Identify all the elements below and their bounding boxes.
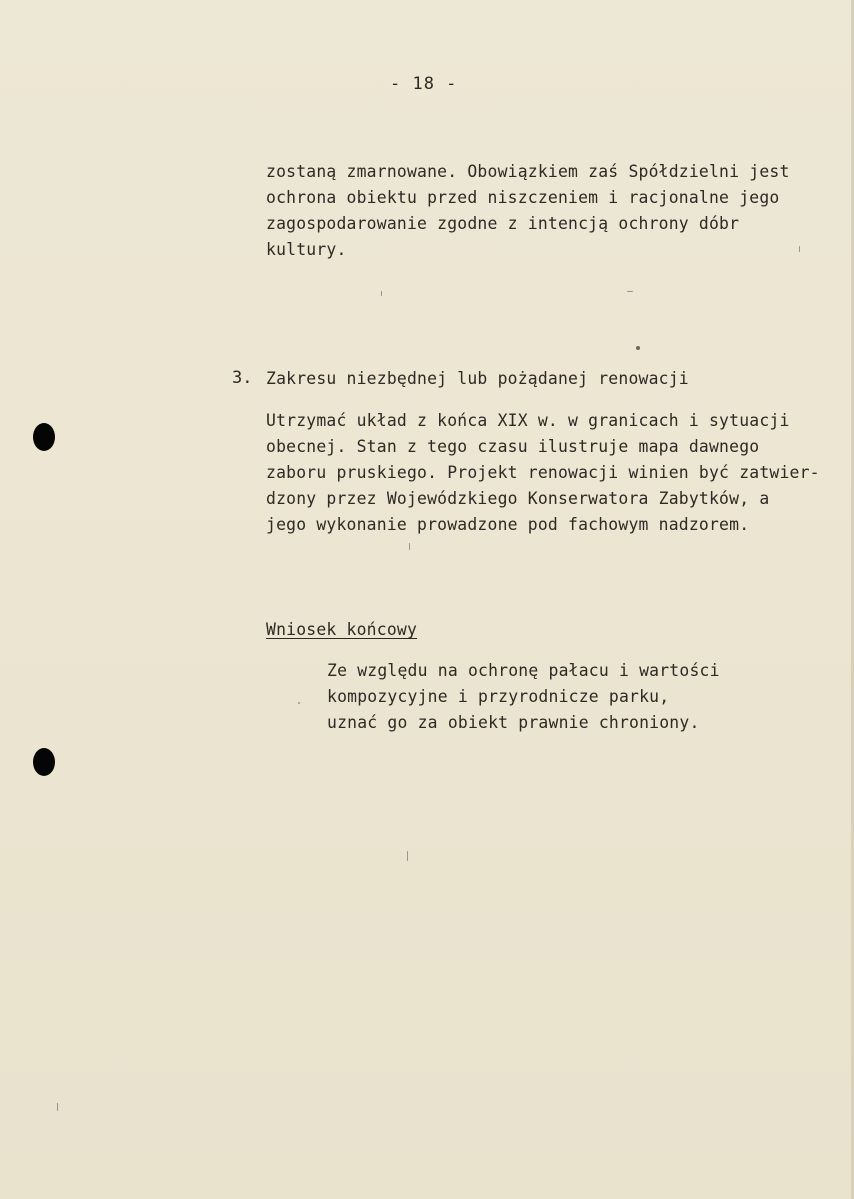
paper-speck	[636, 346, 640, 350]
punch-hole	[33, 748, 55, 776]
paper-speck	[57, 1103, 58, 1111]
paper-speck	[381, 291, 382, 296]
section-body-line: Utrzymać układ z końca XIX w. w granicach i sytuacji	[266, 411, 790, 430]
section-body-line: dzony przez Wojewódzkiego Konserwatora Zabytków, a	[266, 489, 770, 508]
section-heading: Zakresu niezbędnej lub pożądanej renowacji	[266, 369, 689, 388]
section-number: 3.	[232, 368, 253, 388]
paragraph-line: zostaną zmarnowane. Obowiązkiem zaś Spółdzielni jest	[266, 162, 790, 181]
paper-speck	[627, 291, 633, 292]
page-number: - 18 -	[390, 74, 458, 94]
paper-speck	[409, 543, 410, 550]
paper-speck	[298, 702, 300, 704]
section-body-line: zaboru pruskiego. Projekt renowacji winien być zatwier-	[266, 463, 820, 482]
section-body-line: jego wykonanie prowadzone pod fachowym nadzorem.	[266, 515, 750, 534]
paper-speck	[799, 246, 800, 252]
conclusion-heading: Wniosek końcowy	[266, 620, 418, 639]
punch-hole	[33, 423, 55, 451]
conclusion-line: kompozycyjne i przyrodnicze parku,	[327, 687, 670, 706]
paper-speck	[407, 851, 408, 861]
conclusion-line: Ze względu na ochronę pałacu i wartości	[327, 661, 720, 680]
paragraph-line: ochrona obiektu przed niszczeniem i racjonalne jego	[266, 188, 780, 207]
section-body-line: obecnej. Stan z tego czasu ilustruje mapa dawnego	[266, 437, 760, 456]
paragraph-line: zagospodarowanie zgodne z intencją ochrony dóbr	[266, 214, 740, 233]
conclusion-line: uznać go za obiekt prawnie chroniony.	[327, 713, 700, 732]
paragraph-line: kultury.	[266, 240, 347, 259]
